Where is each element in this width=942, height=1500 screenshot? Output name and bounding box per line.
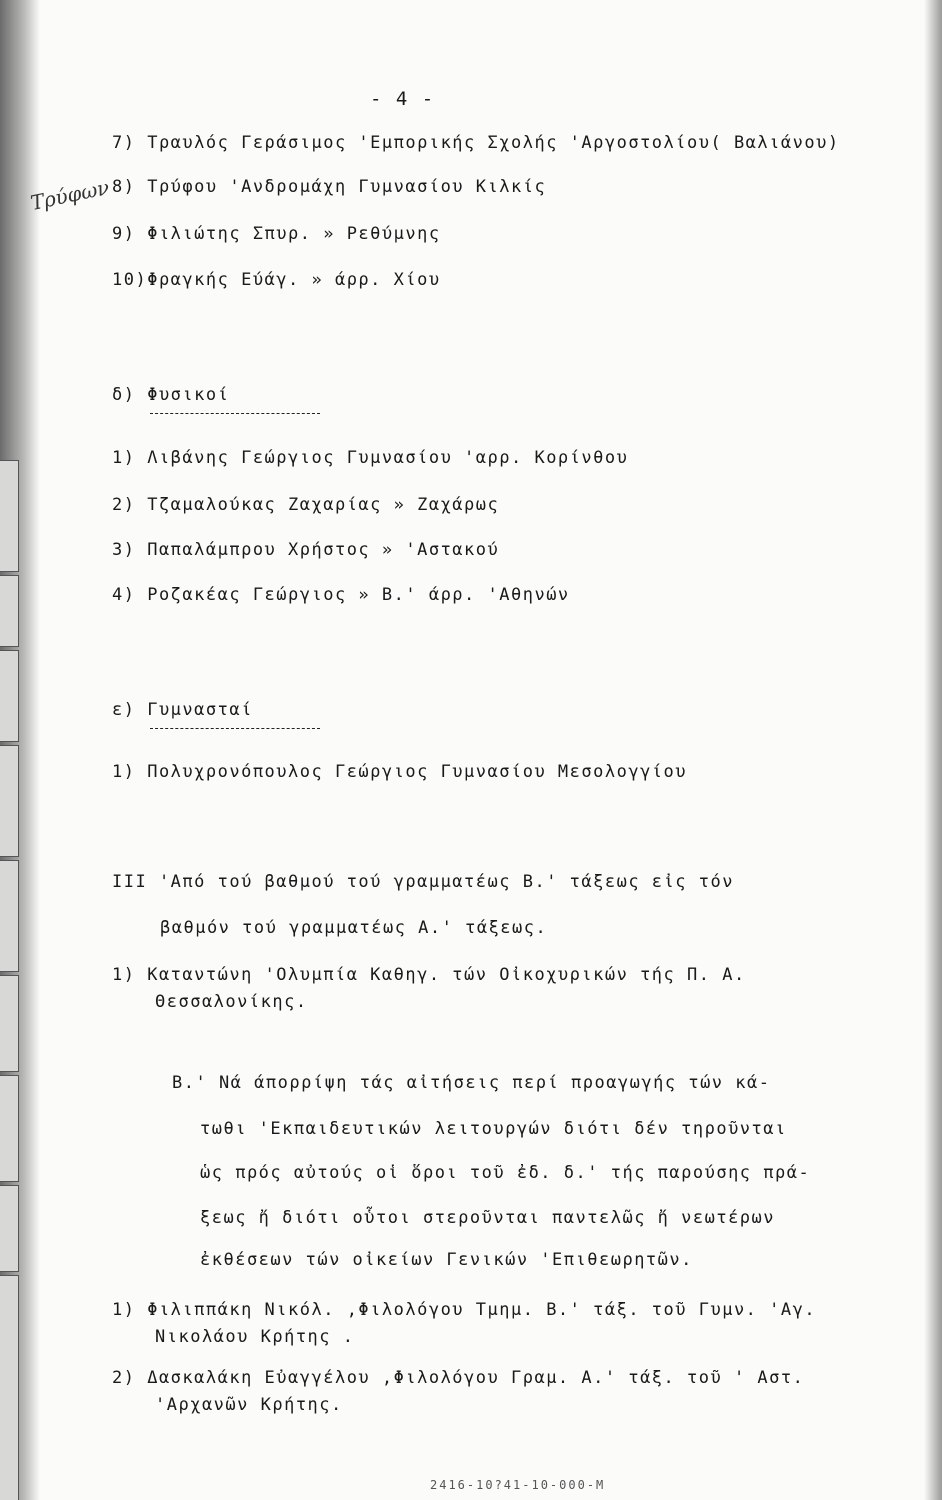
list-item: 9) Φιλιώτης Σπυρ. » Ρεθύμνης <box>112 224 441 244</box>
handwritten-note: Τρύφων <box>28 174 112 216</box>
footer-stamp: 2416-10?41-10-000-M <box>430 1478 606 1492</box>
index-tab <box>0 860 19 972</box>
heading-underline <box>150 728 320 729</box>
paragraph-line: Β.' Νά άπορρίψη τάς αἰτήσεις περί προαγωγής τών κά- <box>172 1073 771 1093</box>
list-item: 7) Τραυλός Γεράσιμος 'Εμπορικής Σχολής 'Αργοστολίου( Βαλιάνου) <box>112 133 840 153</box>
list-item: 1) Πολυχρονόπουλος Γεώργιος Γυμνασίου Μεσολογγίου <box>112 762 688 782</box>
list-item: 1) Φιλιππάκη Νικόλ. ,Φιλολόγου Τμημ. Β.' τάξ. τοῦ Γυμν. 'Αγ. <box>112 1300 817 1320</box>
list-item: 3) Παπαλάμπρου Χρήστος » 'Αστακού <box>112 540 500 560</box>
list-item: 2) Δασκαλάκη Εὐαγγέλου ,Φιλολόγου Γραμ. Α.' τάξ. τοῦ ' Αστ. <box>112 1368 805 1388</box>
index-tab <box>0 460 19 572</box>
list-item-continued: Θεσσαλονίκης. <box>155 992 308 1012</box>
paragraph-line: ὡς πρός αὐτούς οἱ ὅροι τοῦ ἐδ. δ.' τής παρούσης πρά- <box>200 1163 811 1183</box>
page-number: - 4 - <box>370 88 435 110</box>
section-heading: ε) Γυμνασταί <box>112 700 253 720</box>
index-tab <box>0 1275 19 1500</box>
index-tab <box>0 975 19 1072</box>
paragraph-line: ἐκθέσεων τών οἰκείων Γενικών 'Επιθεωρητῶν. <box>200 1250 693 1270</box>
index-tab <box>0 1075 19 1182</box>
index-tab <box>0 745 19 857</box>
right-edge-shadow <box>924 0 942 1500</box>
list-item-continued: Νικολάου Κρήτης . <box>155 1327 355 1347</box>
paragraph-line: τωθι 'Εκπαιδευτικών λειτουργών διότι δέν τηροῦνται <box>200 1119 787 1139</box>
heading-underline <box>150 413 320 414</box>
list-item: 4) Ροζακέας Γεώργιος » Β.' άρρ. 'Αθηνών <box>112 585 570 605</box>
index-tab <box>0 575 19 647</box>
list-item: 2) Τζαμαλούκας Ζαχαρίας » Ζαχάρως <box>112 495 500 515</box>
index-tab <box>0 1185 19 1272</box>
index-tab-strip <box>0 460 20 1500</box>
list-item: 1) Καταντώνη 'Ολυμπία Καθηγ. τών Οἰκοχυρικών τής Π. Α. <box>112 965 746 985</box>
list-item: 8) Τρύφου 'Ανδρομάχη Γυμνασίου Κιλκίς <box>112 177 547 197</box>
list-item: 1) Λιβάνης Γεώργιος Γυμνασίου 'αρρ. Κορίνθου <box>112 448 629 468</box>
section-iii-line1: III 'Από τού βαθμού τού γραμματέως Β.' τάξεως εἰς τόν <box>112 872 734 892</box>
list-item-continued: 'Αρχανῶν Κρήτης. <box>155 1395 343 1415</box>
paragraph-line: ξεως ἤ διότι οὗτοι στεροῦνται παντελῶς ἤ νεωτέρων <box>200 1208 776 1228</box>
section-iii-line2: βαθμόν τού γραμματέως Α.' τάξεως. <box>160 918 548 938</box>
index-tab <box>0 650 19 742</box>
list-item: 10)Φραγκής Εύάγ. » άρρ. Χίου <box>112 270 441 290</box>
section-heading: δ) Φυσικοί <box>112 385 230 405</box>
